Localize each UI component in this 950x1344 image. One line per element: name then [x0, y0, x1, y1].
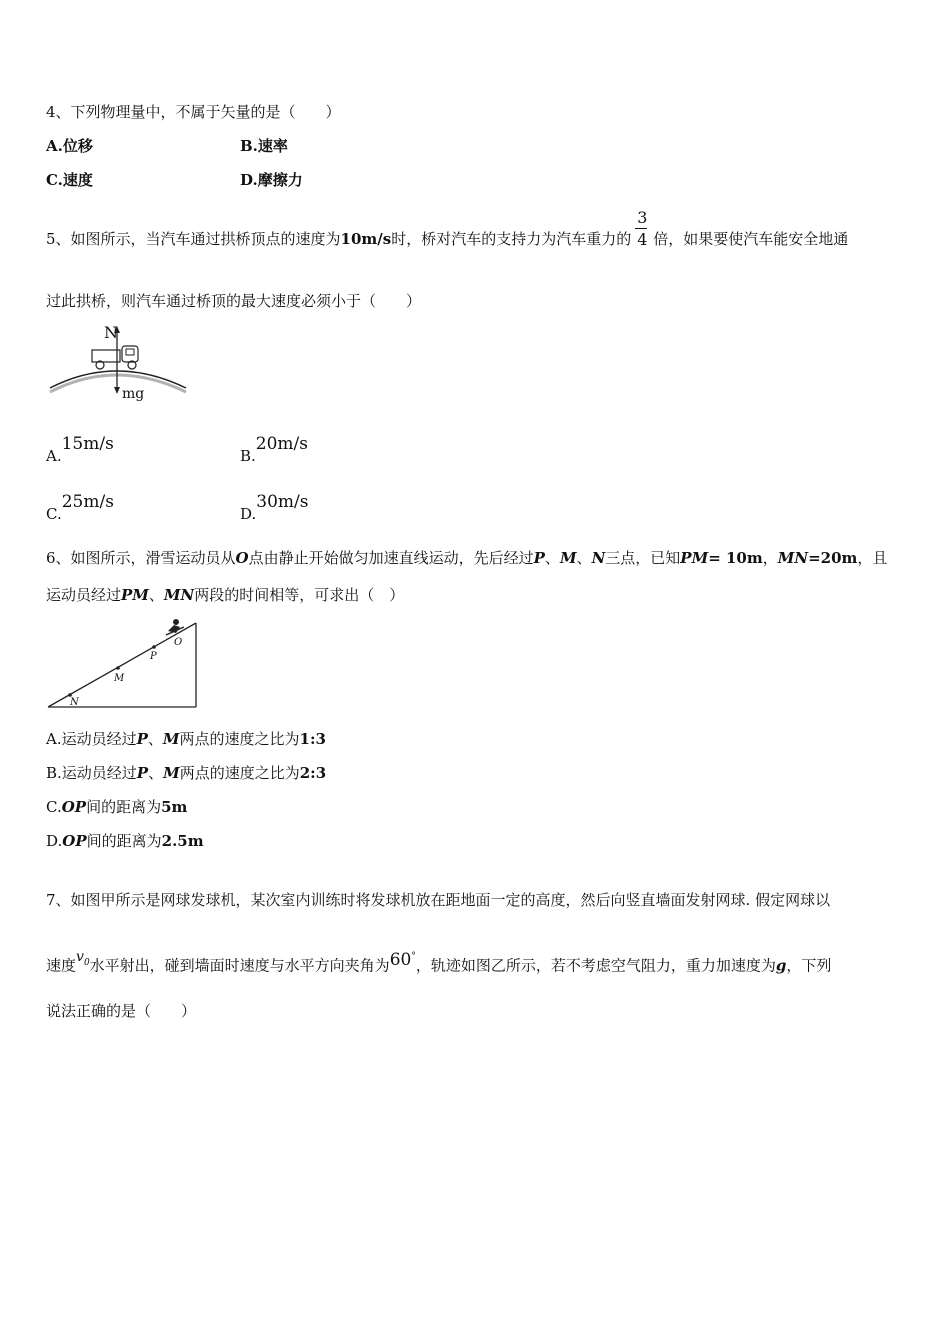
q4-option-d: D.摩擦力 [240, 171, 303, 189]
q7-text: ，轨迹如图乙所示，若不考虑空气阻力，重力加速度为 [415, 956, 776, 975]
fig-label-n: N [70, 697, 79, 708]
q5-option-b-value: 20m/s [255, 434, 309, 454]
q5-option-d-value: 30m/s [256, 492, 309, 512]
q6-point-m: M [163, 764, 180, 782]
fig-label-mg: mg [122, 386, 145, 402]
q4-option-a: A.位移 [46, 137, 93, 155]
q4-option-b: B.速率 [240, 137, 288, 155]
q6-option-b-text: 两点的速度之比为 [179, 764, 300, 782]
q7-text: ，下列 [786, 956, 832, 975]
q6-sep: 、 [148, 586, 164, 604]
q7-v0-symbol: v [76, 948, 84, 965]
q6-text: 6、如图所示，滑雪运动员从 [46, 549, 236, 567]
q5-stem-line1 [46, 208, 849, 250]
q7-stem-line1: 7、如图甲所示是网球发球机，某次室内训练时将发球机放在距地面一定的高度，然后向竖直墙面发射网球. 假定网球以 [46, 891, 831, 909]
fig-label-n: N [104, 323, 118, 342]
q6-option-a-text: 两点的速度之比为 [179, 730, 300, 748]
q6-slope-figure [46, 617, 200, 711]
q5-option-c-value: 25m/s [61, 492, 114, 512]
q6-option-b-ratio: 2:3 [299, 764, 327, 782]
point-p-dot [152, 645, 156, 649]
q5-option-a-label: A. [46, 447, 62, 465]
q6-point-n: N [591, 549, 606, 567]
q6-text: 点由静止开始做匀加速直线运动，先后经过 [248, 549, 534, 567]
skier-icon [166, 619, 184, 635]
q7-angle-unit: ° [411, 951, 416, 961]
q6-mn-value: =20m [808, 549, 858, 567]
q6-sep: 、 [148, 764, 164, 782]
q6-text: 两段的时间相等，可求出（ ） [194, 586, 405, 604]
q4-stem: 4、下列物理量中，不属于矢量的是（ ） [46, 103, 341, 121]
q5-option-c-label: C. [46, 505, 62, 523]
fig-label-o: O [174, 637, 183, 648]
q6-segment-pm: PM [680, 549, 709, 567]
q6-text: 运动员经过 [46, 586, 122, 604]
q5-bridge-figure [46, 322, 188, 402]
truck-cab [122, 346, 138, 362]
q6-option-d [46, 831, 204, 851]
q5-option-b [240, 434, 309, 465]
q6-option-a-text: A.运动员经过 [46, 730, 137, 748]
q6-option-c-text: C. [46, 798, 62, 816]
q6-point-m: M [559, 549, 577, 567]
q7-v0 [76, 948, 90, 968]
q7-text: 水平射出，碰到墙面时速度与水平方向夹角为 [89, 956, 390, 975]
point-m-dot [116, 666, 120, 670]
q6-point-o: O [235, 549, 249, 567]
q7-angle [390, 950, 416, 970]
q5-option-d [240, 492, 309, 523]
q6-segment-pm: PM [121, 586, 149, 604]
q5-option-b-label: B. [240, 447, 256, 465]
q6-point-p: P [136, 764, 149, 782]
q6-sep: 、 [544, 549, 560, 567]
q5-frac-bar [635, 228, 647, 229]
q5-option-a [46, 434, 114, 465]
q5-stem-part1: 5、如图所示，当汽车通过拱桥顶点的速度为 [46, 230, 341, 248]
q7-v0-subscript: 0 [83, 957, 90, 968]
fig-label-p: P [150, 651, 157, 662]
q7-gravity-symbol: g [775, 956, 787, 975]
q6-text: ，且 [857, 549, 888, 567]
q6-option-c-value: 5m [161, 798, 188, 816]
q6-option-c-text: 间的距离为 [86, 798, 162, 816]
q6-segment-op: OP [61, 798, 87, 816]
q6-option-b-text: B.运动员经过 [46, 764, 137, 782]
q6-stem-line2 [46, 585, 404, 605]
q6-sep: 、 [576, 549, 592, 567]
q6-option-d-text: 间的距离为 [86, 832, 162, 850]
q5-frac-denominator: 4 [637, 230, 648, 249]
q4-option-c: C.速度 [46, 171, 93, 189]
q5-stem-part2: 时，桥对汽车的支持力为汽车重力的 [391, 230, 632, 248]
q6-option-b [46, 763, 326, 783]
q6-stem-line1 [46, 548, 887, 568]
q6-comma: ， [762, 549, 778, 567]
q5-stem-part3: 倍，如果要使汽车能安全地通 [653, 230, 849, 248]
q5-frac-numerator: 3 [637, 208, 648, 227]
q7-stem-line2 [46, 948, 832, 982]
q5-option-a-value: 15m/s [61, 434, 114, 454]
q6-option-d-value: 2.5m [161, 832, 204, 850]
q6-sep: 、 [147, 730, 163, 748]
q5-option-c [46, 492, 114, 523]
q5-stem-line2: 过此拱桥，则汽车通过桥顶的最大速度必须小于（ ） [46, 292, 422, 310]
q5-speed: 10m/s [340, 230, 392, 248]
truck-body [92, 350, 120, 362]
q6-segment-mn: MN [777, 549, 809, 567]
q6-point-m: M [162, 730, 180, 748]
q5-fraction [635, 208, 649, 250]
q6-point-p: P [136, 730, 148, 748]
q6-segment-mn: MN [163, 586, 195, 604]
fig-label-m: M [114, 673, 125, 684]
q7-angle-value: 60 [389, 949, 412, 970]
q6-option-a [46, 729, 326, 749]
q6-option-c [46, 797, 187, 817]
q6-option-a-ratio: 1:3 [299, 730, 326, 748]
q7-stem-line3: 说法正确的是（ ） [46, 1002, 197, 1020]
q6-text: 三点，已知 [605, 549, 681, 567]
q6-point-p: P [533, 549, 545, 567]
q7-text: 速度 [46, 956, 77, 975]
q6-option-d-text: D. [46, 832, 63, 850]
q6-segment-op: OP [62, 832, 87, 850]
q6-pm-value: = 10m [708, 549, 763, 567]
q5-option-d-label: D. [240, 505, 257, 523]
